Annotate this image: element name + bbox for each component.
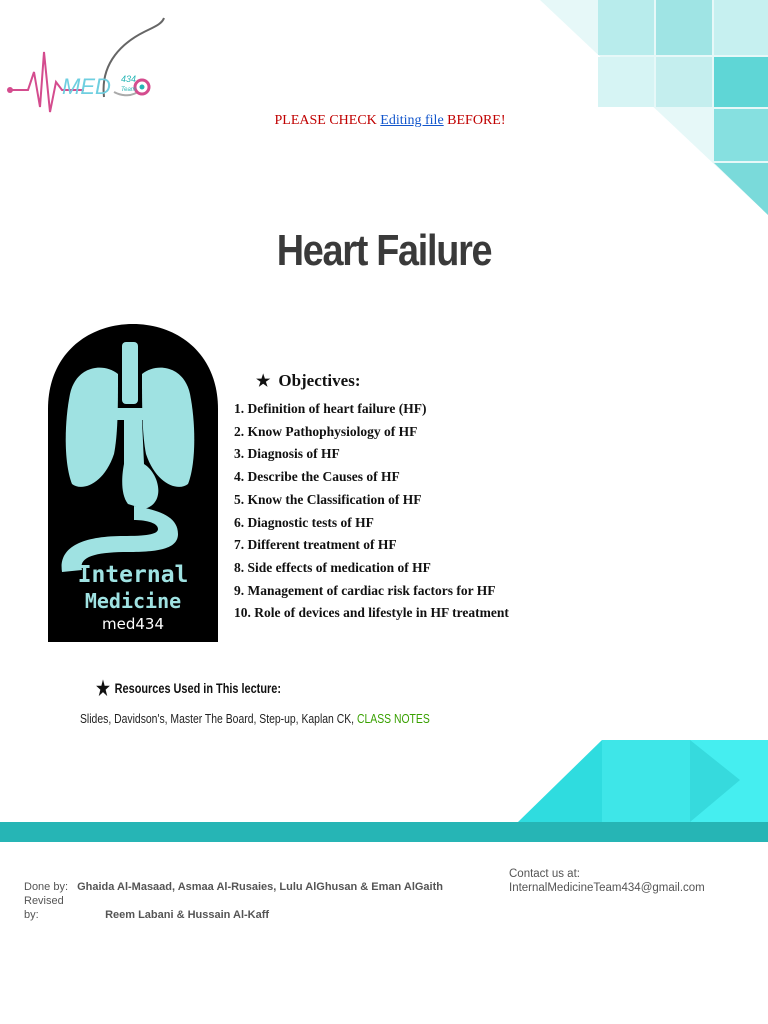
objective-item — [234, 602, 509, 625]
objective-item — [234, 512, 509, 535]
objective-number: 1. — [234, 401, 245, 416]
page-title: Heart Failure — [276, 226, 492, 275]
objective-text: Different treatment of HF — [247, 537, 397, 553]
objective-number: 5. — [234, 491, 245, 507]
class-notes-highlight: CLASS NOTES — [356, 711, 430, 726]
revised-by-label: Revised by: — [24, 895, 64, 921]
logo-text — [62, 74, 111, 99]
editing-notice — [0, 113, 768, 129]
objective-text: Describe the Causes of HF — [247, 469, 400, 485]
resources-list: Slides, Davidson's, Master The Board, Step-up, Kaplan CK, — [80, 711, 357, 726]
objective-number: 8. — [234, 559, 245, 575]
objective-number: 10. — [234, 605, 251, 621]
resources-text — [80, 711, 430, 726]
objective-item — [234, 534, 509, 557]
objectives-list — [234, 398, 509, 625]
badge-line3: med434 — [102, 615, 164, 633]
done-by-label: Done by: — [24, 881, 69, 893]
objective-text: Side effects of medication of HF — [247, 559, 431, 575]
objective-item — [234, 489, 509, 512]
objective-text: Know Pathophysiology of HF — [247, 423, 418, 439]
notice-before: PLEASE CHECK — [274, 113, 381, 128]
objective-number: 7. — [234, 537, 245, 553]
objective-text: Know the Classification of HF — [247, 491, 422, 507]
done-by-row — [24, 880, 443, 894]
done-by-names: Ghaida Al-Masaad, Asmaa Al-Rusaies, Lulu AlGhusan & Eman AlGaith — [77, 881, 443, 893]
objective-number: 6. — [234, 514, 245, 530]
logo-sub: Team — [121, 87, 136, 93]
objective-item — [234, 443, 509, 466]
contact-label: Contact us at: — [509, 868, 580, 880]
decorative-band-bottom — [0, 740, 768, 844]
badge-line2: Medicine — [84, 589, 182, 613]
resources-title: Resources Used in This lecture: — [114, 680, 281, 696]
objective-item — [234, 466, 509, 489]
contact-block — [509, 867, 705, 895]
logo-med: MED — [62, 74, 111, 99]
decorative-tiles-top — [520, 0, 768, 220]
objective-text: Management of cardiac risk factors for HF — [247, 582, 496, 598]
objective-text: Diagnosis of HF — [247, 446, 340, 462]
contact-email[interactable]: InternalMedicineTeam434@gmail.com — [509, 882, 705, 894]
objectives-title: Objectives: — [278, 371, 361, 390]
med434-logo — [4, 12, 174, 122]
resources-heading — [96, 676, 281, 701]
objective-number: 9. — [234, 582, 245, 598]
objective-text: Diagnostic tests of HF — [247, 514, 374, 530]
revised-by-row — [24, 894, 443, 922]
objective-number: 3. — [234, 446, 245, 462]
logo-suffix: 434 — [121, 74, 137, 84]
badge-line1: Internal — [77, 562, 189, 588]
objective-item — [234, 557, 509, 580]
objective-item — [234, 580, 509, 603]
credits — [24, 880, 443, 922]
objective-item — [234, 398, 509, 421]
objective-text: Role of devices and lifestyle in HF treatment — [254, 605, 509, 621]
star-icon: ★ — [256, 373, 271, 390]
objectives-heading — [256, 371, 360, 391]
star-icon: ★ — [96, 678, 110, 700]
objective-item — [234, 421, 509, 444]
objective-number: 4. — [234, 469, 245, 485]
editing-file-link[interactable]: Editing file — [380, 113, 444, 128]
revised-by-names: Reem Labani & Hussain Al-Kaff — [105, 909, 270, 921]
objective-number: 2. — [234, 423, 245, 439]
objective-text: Definition of heart failure (HF) — [247, 401, 427, 416]
internal-medicine-badge — [48, 324, 218, 642]
notice-after: BEFORE! — [443, 113, 506, 128]
